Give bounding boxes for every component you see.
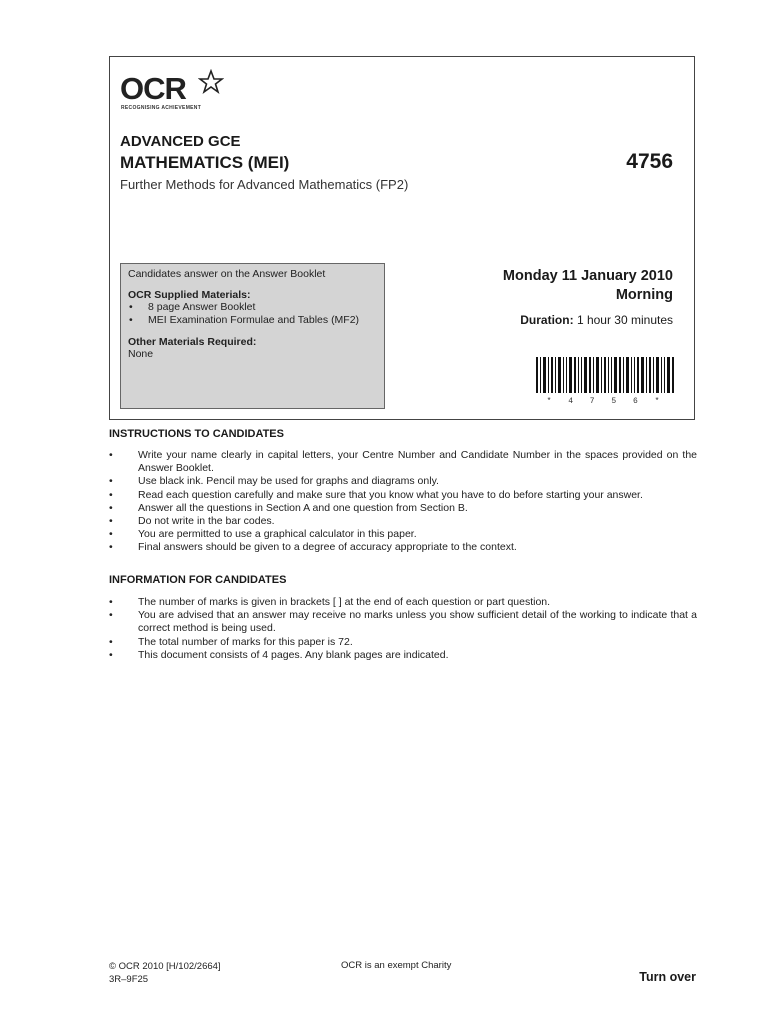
barcode	[536, 357, 676, 405]
supplied-materials-list	[128, 301, 384, 327]
list-item: • Final answers should be given to a degree of accuracy appropriate to the context.	[109, 541, 697, 554]
instructions-list	[109, 449, 697, 555]
information-heading: INFORMATION FOR CANDIDATES	[109, 574, 287, 586]
duration-label: Duration:	[520, 313, 574, 327]
list-item: • The number of marks is given in brackets [ ] at the end of each question or part question.	[109, 596, 697, 609]
materials-box	[120, 263, 385, 409]
list-item: • 8 page Answer Booklet	[128, 301, 384, 314]
list-item: • Read each question carefully and make sure that you know what you have to do before starting your answer.	[109, 489, 697, 502]
copyright-text: © OCR 2010 [H/102/2664]	[109, 961, 221, 972]
qualification-level: ADVANCED GCE	[120, 133, 241, 150]
exam-date: Monday 11 January 2010	[502, 268, 673, 284]
list-item: • You are advised that an answer may receive no marks unless you show sufficient detail of the working to indicate that a correct method is being used.	[109, 609, 697, 635]
reference-code: 3R–9F25	[109, 974, 149, 985]
list-item: • Do not write in the bar codes.	[109, 515, 697, 528]
supplied-materials-heading: OCR Supplied Materials:	[128, 289, 251, 301]
paper-code: 4756	[626, 150, 673, 173]
unit-title: Further Methods for Advanced Mathematics (FP2)	[120, 177, 409, 192]
subject-title: MATHEMATICS (MEI)	[120, 153, 290, 172]
duration-value: 1 hour 30 minutes	[576, 313, 673, 327]
duration	[520, 313, 673, 327]
instructions-heading: INSTRUCTIONS TO CANDIDATES	[109, 428, 284, 440]
charity-note: OCR is an exempt Charity	[341, 960, 452, 971]
logo-text: OCR	[120, 71, 186, 106]
list-item: • MEI Examination Formulae and Tables (MF2)	[128, 314, 384, 327]
list-item: • Use black ink. Pencil may be used for graphs and diagrams only.	[109, 475, 697, 488]
list-item: • This document consists of 4 pages. Any blank pages are indicated.	[109, 649, 697, 662]
exam-session: Morning	[615, 287, 673, 303]
other-materials-heading: Other Materials Required:	[128, 336, 257, 348]
logo-tagline: RECOGNISING ACHIEVEMENT	[121, 105, 202, 111]
ocr-logo	[120, 71, 230, 117]
turn-over-label: Turn over	[639, 970, 696, 984]
header-box	[109, 56, 695, 420]
information-list	[109, 596, 697, 662]
other-materials-value: None	[128, 348, 154, 360]
barcode-digits: * 4 7 5 6 *	[546, 397, 666, 405]
answer-note: Candidates answer on the Answer Booklet	[128, 268, 326, 280]
list-item: • Write your name clearly in capital letters, your Centre Number and Candidate Number in the spaces provided on the Answer Booklet.	[109, 449, 697, 475]
list-item: • The total number of marks for this paper is 72.	[109, 636, 697, 649]
list-item: • Answer all the questions in Section A and one question from Section B.	[109, 502, 697, 515]
star-icon	[198, 69, 224, 95]
list-item: • You are permitted to use a graphical calculator in this paper.	[109, 528, 697, 541]
footer-copyright	[109, 960, 221, 986]
